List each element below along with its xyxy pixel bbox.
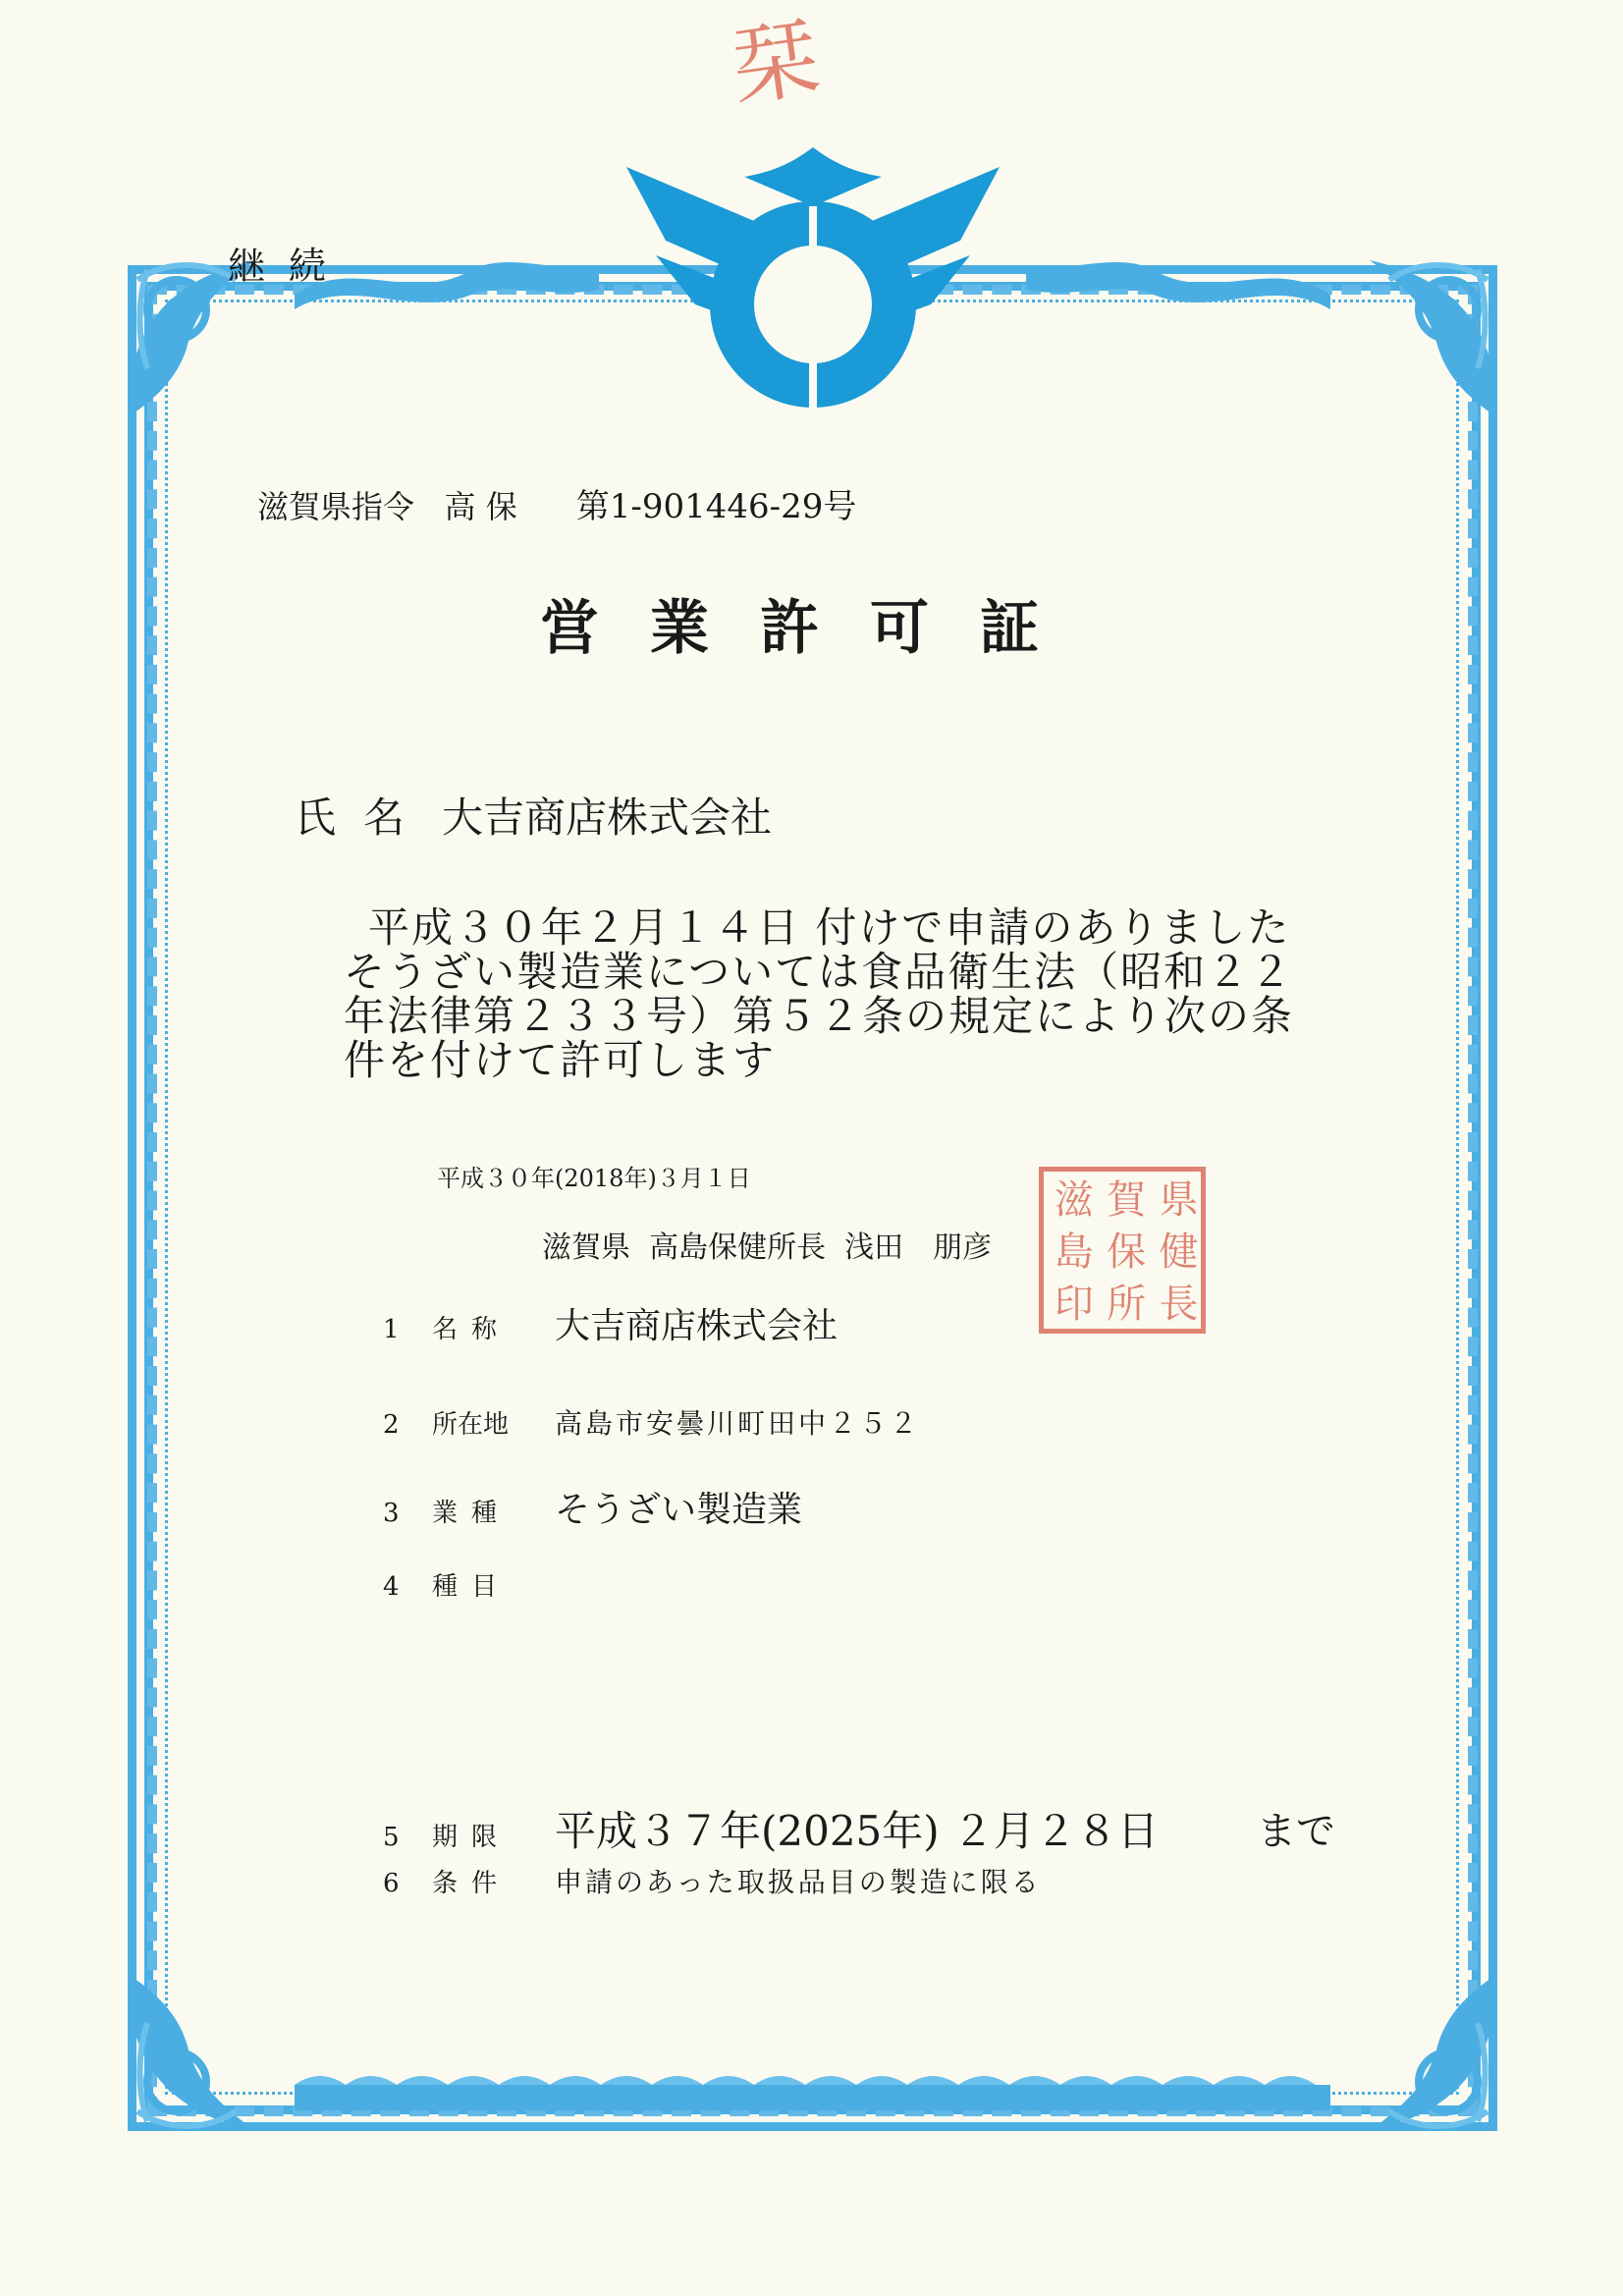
page-title: 営業許可証 [540,594,1090,663]
body-line: そうざい製造業については食品衛生法（昭和２２ [344,948,1294,996]
directive-office: 高 保 [444,488,517,525]
issuer-prefecture: 滋賀県 [542,1230,630,1265]
received-stamp: 栞 [725,6,827,121]
directive-prefix: 滋賀県指令 [257,488,415,525]
item-number: 6 [383,1869,400,1898]
item-value: 平成３７年(2025年) ２月２８日 [555,1807,1160,1855]
body-line: 件を付けて許可します [344,1036,777,1084]
seal-char: 賀 [1100,1177,1146,1218]
item-number: 3 [383,1499,400,1528]
bottom-ornament-band-icon [295,2067,1330,2126]
seal-char: 保 [1100,1230,1146,1270]
body-line: 年法律第２３３号）第５２条の規定により次の条 [344,992,1295,1040]
renewal-label: 継続 [228,245,351,288]
permit-body-text [344,905,1345,1082]
item-conditions [383,1861,1042,1900]
corner-ornament-icon [108,1954,304,2151]
item-value: 申請のあった取扱品目の製造に限る [555,1866,1042,1898]
item-number: 1 [383,1315,400,1344]
seal-char: 健 [1153,1230,1198,1270]
item-address [383,1402,920,1442]
permit-number: 第1-901446-29号 [575,487,857,526]
top-scroll-ornament-icon [1026,246,1330,314]
seal-char: 県 [1153,1177,1198,1218]
applicant-name-line [295,786,772,845]
item-label: 種目 [432,1572,512,1602]
item-expiry [383,1799,1159,1858]
issuer-name: 浅田 朋彦 [844,1230,993,1265]
seal-char: 印 [1048,1283,1094,1323]
directive-number [257,479,856,527]
expiry-suffix: まで [1257,1809,1335,1854]
body-line: 平成３０年２月１４日 付けで申請のありました [368,903,1291,952]
item-business-type [383,1482,802,1532]
prefecture-emblem-icon [626,147,1000,422]
seal-char: 島 [1048,1230,1094,1270]
seal-char: 所 [1100,1283,1146,1323]
issuer-title: 高島保健所長 [649,1230,827,1265]
seal-char: 長 [1153,1283,1198,1323]
item-value: 高島市安曇川町田中２５２ [555,1407,921,1440]
item-label: 業種 [432,1499,512,1528]
official-seal [1039,1167,1206,1334]
item-number: 4 [383,1572,400,1602]
item-value: 大吉商店株式会社 [555,1306,839,1346]
issue-date: 平成３０年(2018年)３月１日 [437,1165,751,1192]
seal-char: 滋 [1048,1177,1094,1218]
item-label: 所在地 [432,1410,510,1440]
item-label: 期限 [432,1823,512,1852]
applicant-label: 氏名 [295,793,433,842]
corner-ornament-icon [1321,1954,1517,2151]
item-value: そうざい製造業 [555,1490,803,1530]
item-label: 条件 [432,1869,512,1898]
issuer-line [542,1223,992,1266]
item-name [383,1298,838,1348]
item-label: 名称 [432,1315,512,1344]
item-category [383,1566,555,1603]
item-number: 2 [383,1410,400,1440]
applicant-name: 大吉商店株式会社 [442,793,773,842]
corner-ornament-icon [1321,241,1517,437]
item-number: 5 [383,1823,400,1852]
